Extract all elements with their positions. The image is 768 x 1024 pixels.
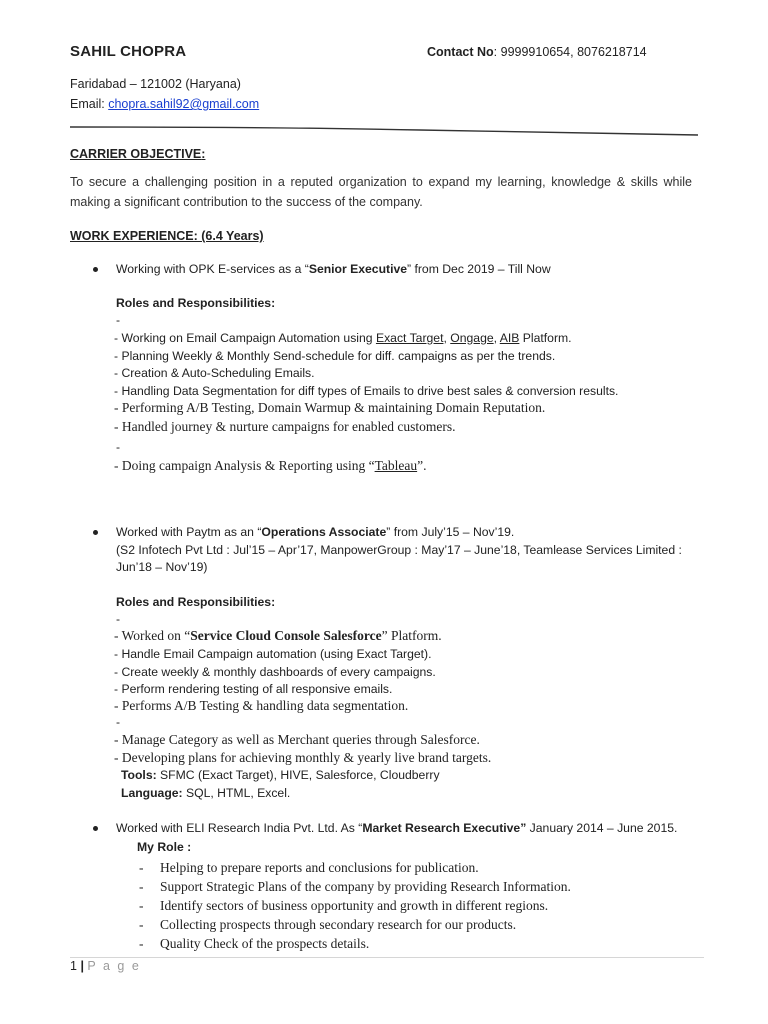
job1-role-1: - Working on Email Campaign Automation using Exact Target, Ongage, AIB Platform. bbox=[114, 331, 572, 345]
page-footer: 1 | P a g e bbox=[70, 959, 141, 973]
job3-role-2: Support Strategic Plans of the company by providing Research Information. bbox=[160, 879, 571, 894]
job2-tools: Tools: SFMC (Exact Target), HIVE, Salesforce, Cloudberry bbox=[121, 768, 440, 782]
job2-role-8: - Developing plans for achieving monthly & yearly live brand targets. bbox=[114, 750, 492, 765]
email-link[interactable]: chopra.sahil92@gmail.com bbox=[108, 97, 260, 111]
objective-text: To secure a challenging position in a reputed organization to expand my learning, knowledge & skills while making a significant contribution to the success of the company. bbox=[70, 175, 692, 209]
job3-dash-icon: - bbox=[139, 898, 144, 913]
job2-dash: - bbox=[116, 612, 121, 626]
job3-role-1: Helping to prepare reports and conclusions for publication. bbox=[160, 860, 479, 875]
job1-dash: - bbox=[116, 313, 121, 327]
job1-role-4: - Handling Data Segmentation for diff types of Emails to drive best sales & conversion results. bbox=[114, 384, 619, 398]
email-line bbox=[70, 97, 259, 111]
job3-role-4: Collecting prospects through secondary research for our products. bbox=[160, 917, 517, 932]
job3-role-3: Identify sectors of business opportunity and growth in different regions. bbox=[160, 898, 549, 913]
job2-role-3: - Create weekly & monthly dashboards of every campaigns. bbox=[114, 665, 436, 679]
job3-summary: Worked with ELI Research India Pvt. Ltd. As “Market Research Executive” January 2014 – June 2015. bbox=[116, 821, 678, 835]
job1-summary: Working with OPK E-services as a “Senior Executive” from Dec 2019 – Till Now bbox=[116, 262, 551, 276]
job1-role-7: - bbox=[116, 440, 121, 454]
job3-role-5: Quality Check of the prospects details. bbox=[160, 936, 370, 951]
job3-dash-icon: - bbox=[139, 879, 144, 894]
job3-role-heading: My Role : bbox=[137, 840, 192, 854]
work-experience-heading: WORK EXPERIENCE: (6.4 Years) bbox=[70, 229, 264, 243]
candidate-name: SAHIL CHOPRA bbox=[70, 43, 187, 60]
job1-role-5: - Performing A/B Testing, Domain Warmup & maintaining Domain Reputation. bbox=[114, 400, 546, 415]
job2-role-7: - Manage Category as well as Merchant queries through Salesforce. bbox=[114, 732, 480, 747]
page-label: P a g e bbox=[87, 959, 141, 973]
job2-summary: Worked with Paytm as an “Operations Associate” from July’15 – Nov’19. bbox=[116, 525, 515, 539]
job3-dash-icon: - bbox=[139, 917, 144, 932]
job2-role-1: - Worked on “Service Cloud Console Salesforce” Platform. bbox=[114, 628, 442, 643]
email-label: Email: bbox=[70, 97, 109, 111]
contact-value: : 9999910654, 8076218714 bbox=[493, 45, 647, 59]
header-divider bbox=[70, 124, 700, 138]
contact-label: Contact No bbox=[427, 45, 494, 59]
bullet-icon bbox=[93, 530, 98, 535]
objective-heading: CARRIER OBJECTIVE: bbox=[70, 147, 206, 161]
job2-language: Language: SQL, HTML, Excel. bbox=[121, 786, 291, 800]
job1-roles-heading: Roles and Responsibilities: bbox=[116, 296, 276, 310]
job1-role-2: - Planning Weekly & Monthly Send-schedule for diff. campaigns as per the trends. bbox=[114, 349, 556, 363]
job1-role-3: - Creation & Auto-Scheduling Emails. bbox=[114, 366, 315, 380]
job2-employers-line-2: Jun’18 – Nov’19) bbox=[116, 560, 208, 574]
job2-role-6: - bbox=[116, 715, 121, 729]
job3-dash-icon: - bbox=[139, 936, 144, 951]
contact-numbers bbox=[427, 45, 647, 59]
job2-role-2: - Handle Email Campaign automation (using Exact Target). bbox=[114, 647, 432, 661]
footer-divider bbox=[70, 957, 704, 958]
address: Faridabad – 121002 (Haryana) bbox=[70, 77, 241, 91]
job1-role-6: - Handled journey & nurture campaigns for enabled customers. bbox=[114, 419, 456, 434]
job2-roles-heading: Roles and Responsibilities: bbox=[116, 595, 276, 609]
bullet-icon bbox=[93, 826, 98, 831]
job1-role-8: - Doing campaign Analysis & Reporting using “Tableau”. bbox=[114, 458, 427, 473]
job2-employers-line-1: (S2 Infotech Pvt Ltd : Jul’15 – Apr’17, ManpowerGroup : May’17 – June’18, Teamlease Services Limited : bbox=[116, 543, 682, 557]
bullet-icon bbox=[93, 267, 98, 272]
job3-dash-icon: - bbox=[139, 860, 144, 875]
job2-role-4: - Perform rendering testing of all responsive emails. bbox=[114, 682, 393, 696]
job2-role-5: - Performs A/B Testing & handling data segmentation. bbox=[114, 698, 409, 713]
page-number: 1 bbox=[70, 959, 77, 973]
